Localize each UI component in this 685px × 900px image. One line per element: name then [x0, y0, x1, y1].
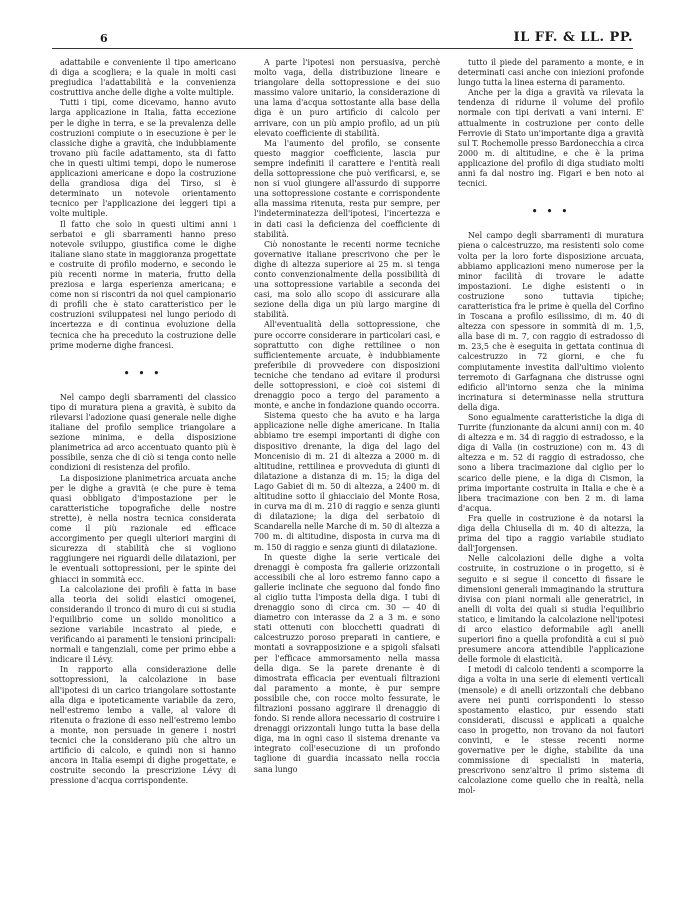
section-separator: • • •: [123, 368, 163, 379]
paragraph: In queste dighe la serie verticale dei drenaggi è composta fra gallerie orizzontali accessibili che al loro estremo fanno capo a gallerie inclinate che seguono dal fondo fino al ciglio tutta l'imposta della diga. I tubi di drenaggio sono di circa cm. 30 — 40 di diametro con interasse da 2 a 3 m. e sono stati ottenuti con blocchetti quadrati di calcestruzzo poroso preparati in cantiere, e montati a sovrapposizione e a spigoli sfalsati per l'efficace ammorsamento nella massa della diga. Se la parete drenante è di dimostrata efficacia per eventuali filtrazioni dal paramento a monte, è pur sempre possibile che, con rocce molto fessurate, le filtrazioni possano aggirare il drenaggio di fondo. Si rende allora necessario di costruire i drenaggi orizzontali lungo tutta la base della diga, ma in ogni caso il sistema drenante va integrato coll'esecuzione di un profondo taglione di guardia incassato nella roccia sana lungo: [254, 552, 440, 774]
paragraph: Ciò nonostante le recenti norme tecniche governative italiane prescrivono che per le dighe di altezza superiore ai 25 m. si tenga conto convenzionalmente della possibilità di una sottopressione variabile a seconda dei casi, ma solo allo scopo di assicurare alla sezione della diga un più largo margine di stabilità.: [254, 239, 440, 320]
paragraph: La calcolazione dei profili è fatta in base alla teoria dei solidi elastici omogenei, considerando il tronco di muro di cui si studia l'equilibrio come un solido monolitico a sezione variabile incastrato al piede, e verificando ai paramenti le tensioni principali: normali e tangenziali, come per primo ebbe a indicare il Lévy.: [50, 584, 236, 665]
paragraph: Fra quelle in costruzione è da notarsi la diga della Chiusella di m. 40 di altezza, la prima del tipo a raggio variabile studiato dall'Jorgensen.: [458, 513, 644, 554]
paragraph: Il fatto che solo in questi ultimi anni i serbatoi e gli sbarramenti hanno preso notevole sviluppo, giustifica come le dighe italiane siano state in maggioranza progettate e costruite di profilo moderno, e secondo le più recenti norme in materia, frutto della preziosa e larga esperienza americana; e come non si riscontri da noi quel campionario di profili che è stato caratteristico per le costruzioni sviluppatesi nel lungo periodo di incertezza e di continua evoluzione della tecnica che ha preceduto la costruzione delle prime moderne dighe francesi.: [50, 219, 236, 350]
paragraph: All'eventualità della sottopressione, che pure occorre considerare in particolari casi, e soprattutto con dighe rettilinee o non sufficientemente arcuate, è indubbiamente preferibile di provvedere con disposizioni tecniche che tendano ad evitare il prodursi delle sottopressioni, e cioè coi sistemi di drenaggio poco a tergo del paramento a monte, e anche in fondazione quando occorra.: [254, 320, 440, 411]
page-number: 6: [100, 32, 108, 45]
paragraph: Nel campo degli sbarramenti di muratura piena o calcestruzzo, ma resistenti solo come volta per la loro forte disposizione arcuata, abbiamo applicazioni meno numerose per la minor facilità di trovare le adatte impostazioni. Le dighe esistenti o in costruzione sono tuttavia tipiche; caratteristica fra le prime è quella del Corfino in Toscana a profilo esilissimo, di m. 40 di altezza con spessore in sommità di m. 1,5, alla base di m. 7, con raggio di estradosso di m. 23,5 che è eseguita in gettata continua di calcestruzzo in 72 giorni, e che fu compiutamente investita dall'ultimo violento terremoto di Garfagnana che distrusse ogni edificio all'intorno senza che la minima incrinatura si determinasse nella struttura della diga.: [458, 231, 644, 412]
column-3: [458, 58, 644, 797]
column-2: [254, 58, 440, 775]
paragraph: Nelle calcolazioni delle dighe a volta costruite, in costruzione o in progetto, si è seguito e si segue il concetto di fissare le dimensioni generali immaginando la struttura divisa con piani normali alle generatrici, in anelli di volta dei quali si studia l'equilibrio statico, e limitando la calcolazione nell'ipotesi di arco elastico deformabile agli anelli superiori fino a quella profondità a cui si può presumere ancora attendibile l'applicazione delle formole di elasticità.: [458, 554, 644, 665]
column-1: [50, 58, 236, 786]
paragraph: La disposizione planimetrica arcuata anche per le dighe a gravità (e che pure è tema quasi obbligato d'impostazione per le caratteristiche topografiche delle nostre strette), è nella nostra tecnica considerata come il più razionale ed efficace accorgimento per quegli ulteriori margini di sicurezza di stabilità che si vogliono raggiungere nei riguardi delle dilatazioni, per le eventuali sottopressioni, per le spinte dei ghiacci in sommità ecc.: [50, 473, 236, 584]
paragraph: Tutti i tipi, come dicevamo, hanno avuto larga applicazione in Italia, fatta eccezione per le dighe in terra, e se la prevalenza delle costruzioni compiute o in esecuzione è per le classiche dighe a gravità, che indubbiamente trovano più facile adattamento, sta di fatto che in questi ultimi tempi, dopo le numerose applicazioni americane e dopo la costruzione della grandiosa diga del Tirso, si è determinato un notevole orientamento tecnico per l'applicazione dei leggeri tipi a volte multiple.: [50, 98, 236, 219]
paragraph: I metodi di calcolo tendenti a scomporre la diga a volta in una serie di elementi verticali (mensole) e di anelli orizzontali che debbano avere nei punti corrispondenti lo stesso spostamento elastico, pur essendo stati considerati, discussi e applicati a qualche caso in progetto, non trovano da noi fautori convinti, e le stesse recenti norme governative per le dighe, stabilite da una commissione di specialisti in materia, prescrivono senz'altro il primo sistema di calcolazione come quello che in realtà, nella mol-: [458, 665, 644, 796]
journal-title: IL FF. & LL. PP.: [513, 30, 633, 45]
paragraph: Sono egualmente caratteristiche la diga di Turrite (funzionante da alcuni anni) con m. 40 di altezza e m. 34 di raggio di estradosso, e la diga di Valla (in costruzione) con m. 43 di altezza e m. 52 di raggio di estradosso, che sono a libera tracimazione dal ciglio per lo scarico delle piene, e la diga di Cismon, la prima importante costruita in Italia e che è a libera tracimazione con ben 2 m. di lama d'acqua.: [458, 413, 644, 513]
section-separator: • • •: [531, 207, 571, 218]
paragraph: In rapporto alla considerazione delle sottopressioni, la calcolazione in base all'ipotesi di un carico triangolare sottostante alla diga e ipoteticamente variabile da zero, nell'estremo lembo a valle, al valore di ritenuta o frazione di esso nell'estremo lembo a monte, non persuade in genere i nostri tecnici che la considerano più che altro un artificio di calcolo, e quindi non si hanno ancora in Italia esempi di dighe progettate, e costruite secondo la prescrizione Lévy di pressione d'acqua corrispondente.: [50, 665, 236, 786]
page-header: [52, 28, 633, 49]
paragraph: Nel campo degli sbarramenti del classico tipo di muratura piena a gravità, è subito da rilevarsi l'adozione quasi generale nelle dighe italiane del profilo semplice triangolare a sezione minima, e della disposizione planimetrica ad arco accentuato quanto più è possibile, senza che di ciò si tenga conto nelle condizioni di resistenza del profilo.: [50, 392, 236, 473]
text-columns: [50, 58, 644, 900]
paragraph: Sistema questo che ha avuto e ha larga applicazione nelle dighe americane. In Italia abbiamo tre esempi importanti di dighe con dispositivo drenante, la diga del lago del Moncenisio di m. 21 di altezza a 2000 m. di altitudine, rettilinea e provveduta di giunti di dilatazione a distanza di m. 15; la diga del Lago Gabiet di m. 50 di altezza, a 2400 m. di altitudine sotto il ghiacciaio del Monte Rosa, in curva ma di m. 210 di raggio e senza giunti di dilatazione; la diga del serbatoio di Scandarella nelle Marche di m. 50 di altezza a 700 m. di altitudine, disposta in curva ma di m. 150 di raggio e senza giunti di dilatazione.: [254, 411, 440, 552]
paragraph: tutto il piede del paramento a monte, e in determinati casi anche con iniezioni profonde lungo tutta la linea esterna di paramento.: [458, 58, 644, 88]
paragraph: adattabile e conveniente il tipo americano di diga a scogliera; e la quale in molti casi pregiudica l'adattabilità e la convenienza costruttiva anche delle dighe a volte multiple.: [50, 58, 236, 98]
paragraph: A parte l'ipotesi non persuasiva, perchè molto vaga, della distribuzione lineare e triangolare della sottopressione e dei suo massimo valore unitario, la considerazione di una lama d'acqua sottostante alla base della diga è un puro artificio di calcolo per arrivare, con un più ampio profilo, ad un più elevato coefficiente di stabilità.: [254, 58, 440, 138]
paragraph: Anche per la diga a gravità va rilevata la tendenza di ridurne il volume del profilo normale con tipi derivati a vani interni. E' attualmente in costruzione per conto delle Ferrovie di Stato un'importante diga a gravità sul T. Rochemolle presso Bardonecchia a circa 2000 m. di altitudine, e che è la prima applicazione del profilo di diga studiato molti anni fa dal nostro ing. Figari e ben noto ai tecnici.: [458, 88, 644, 189]
paragraph: Ma l'aumento del profilo, se consente questo maggior coefficiente, lascia pur sempre indefiniti il carattere e l'entità reali della sottopressione che può verificarsi, e, se non si vuol giungere all'assurdo di supporre una sottopressione costante e corrispondente alla massima ritenuta, resta pur sempre, per l'indeterminatezza dell'ipotesi, l'incertezza e in dati casi la deficienza del coefficiente di stabilità.: [254, 138, 440, 239]
